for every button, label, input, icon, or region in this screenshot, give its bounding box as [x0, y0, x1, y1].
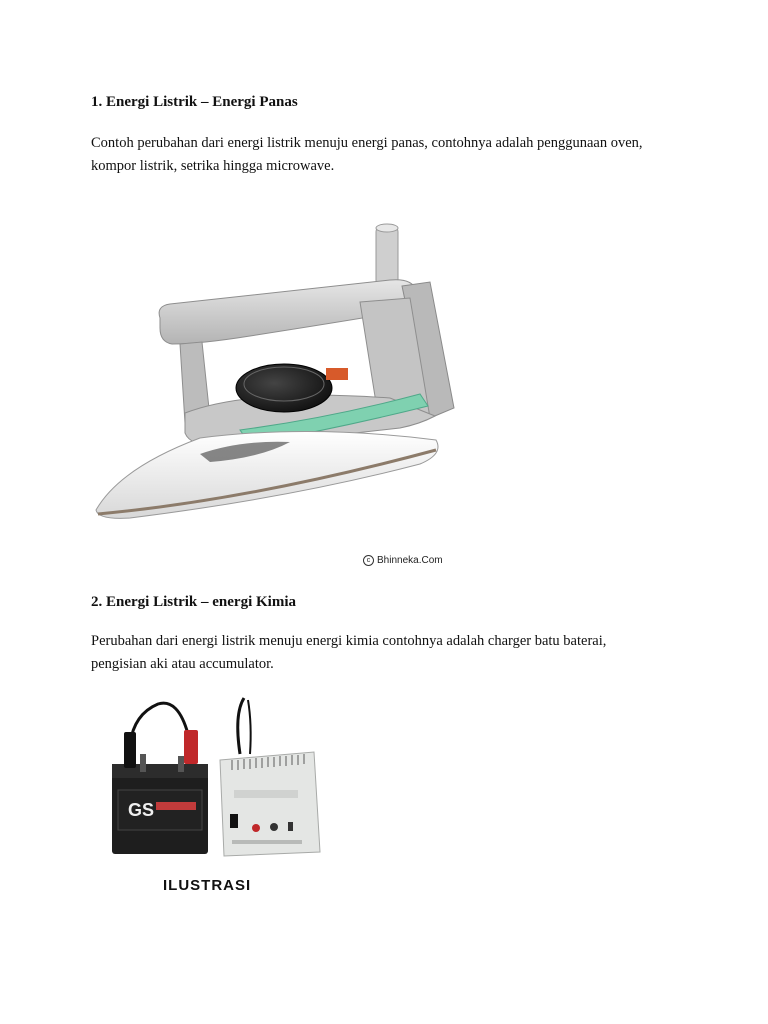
section-1-heading: 1. Energi Listrik – Energi Panas — [91, 94, 298, 110]
battery-brand-text: GS — [128, 800, 155, 820]
section-1-paragraph-line-2: kompor listrik, setrika hingga microwave. — [91, 158, 335, 174]
image-credit-text: Bhinneka.Com — [377, 555, 443, 566]
electric-iron-image — [90, 218, 470, 523]
illustration-caption: ILUSTRASI — [163, 877, 252, 894]
image-credit — [363, 555, 443, 566]
section-1-paragraph-line-1: Contoh perubahan dari energi listrik menuju energi panas, contohnya adalah penggunaan oven, — [91, 135, 643, 151]
battery-charger-image — [108, 694, 323, 864]
section-2-paragraph-line-2: pengisian aki atau accumulator. — [91, 656, 274, 672]
copyright-icon: c — [363, 555, 374, 566]
section-2-paragraph-line-1: Perubahan dari energi listrik menuju energi kimia contohnya adalah charger batu baterai, — [91, 633, 607, 649]
section-2-heading: 2. Energi Listrik – energi Kimia — [91, 594, 296, 610]
section-1-paragraph — [91, 132, 691, 178]
section-2-paragraph — [91, 630, 691, 676]
